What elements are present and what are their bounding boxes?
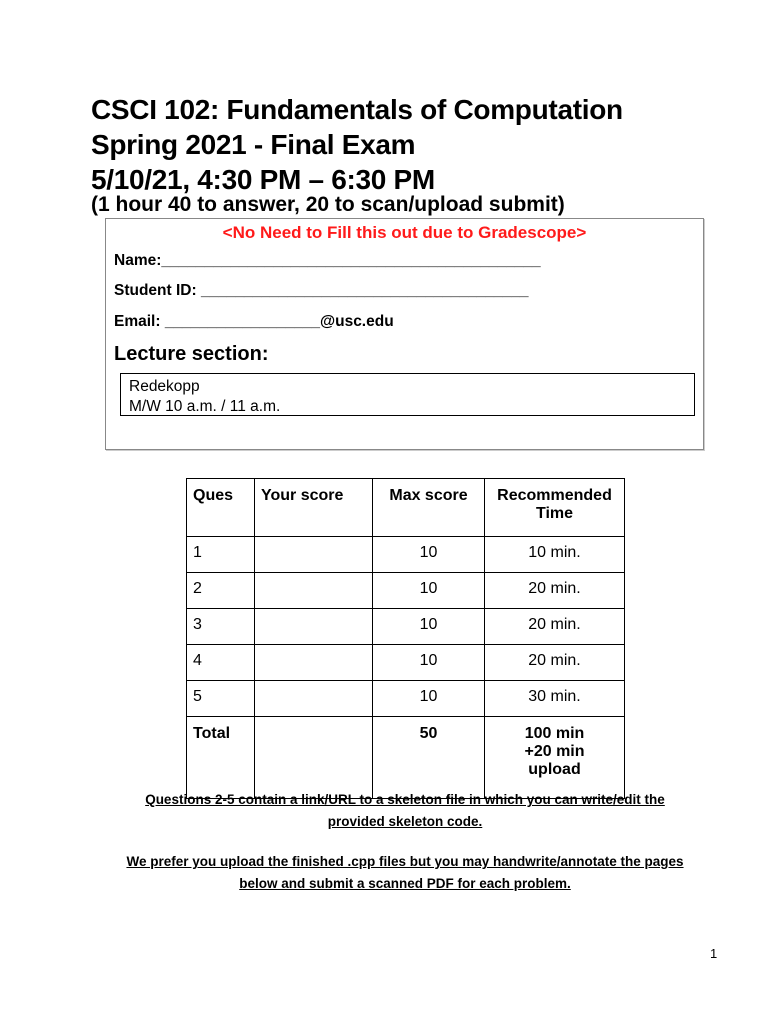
total-time-line: 100 min — [524, 725, 585, 742]
student-id-field: Student ID: ______________________________________ — [114, 282, 529, 299]
table-row — [187, 609, 625, 645]
header-ques: Ques — [187, 479, 255, 537]
ques-cell: 5 — [187, 681, 255, 717]
score-table — [186, 478, 625, 799]
title-line-course: CSCI 102: Fundamentals of Computation — [91, 94, 623, 125]
header-max-score: Max score — [373, 479, 485, 537]
ques-cell: 1 — [187, 537, 255, 573]
time-cell: 10 min. — [485, 537, 625, 573]
lecture-section-label: Lecture section: — [114, 343, 269, 365]
ques-cell: 2 — [187, 573, 255, 609]
page-number: 1 — [710, 946, 718, 961]
score-cell — [255, 537, 373, 573]
table-row — [187, 537, 625, 573]
total-score-cell — [255, 717, 373, 799]
ques-cell: 4 — [187, 645, 255, 681]
gradescope-notice: <No Need to Fill this out due to Gradescope> — [222, 223, 587, 242]
time-cell: 30 min. — [485, 681, 625, 717]
max-cell: 10 — [373, 645, 485, 681]
time-cell: 20 min. — [485, 573, 625, 609]
time-cell: 20 min. — [485, 645, 625, 681]
table-total-row — [187, 717, 625, 799]
ques-cell: 3 — [187, 609, 255, 645]
lecture-time: M/W 10 a.m. / 11 a.m. — [129, 398, 281, 415]
note-line: provided skeleton code. — [327, 814, 483, 829]
max-cell: 10 — [373, 537, 485, 573]
exam-subtitle: (1 hour 40 to answer, 20 to scan/upload submit) — [91, 193, 565, 216]
table-header-row — [187, 479, 625, 537]
total-label: Total — [187, 717, 255, 799]
header-recommended-time: Recommended Time — [485, 479, 625, 537]
title-line-datetime: 5/10/21, 4:30 PM – 6:30 PM — [91, 164, 435, 195]
title-line-term: Spring 2021 - Final Exam — [91, 129, 416, 160]
lecture-section-box — [120, 373, 695, 416]
total-time-cell — [485, 717, 625, 799]
skeleton-file-note — [80, 789, 730, 833]
header-your-score: Your score — [255, 479, 373, 537]
score-cell — [255, 645, 373, 681]
table-row — [187, 681, 625, 717]
max-cell: 10 — [373, 609, 485, 645]
score-cell — [255, 609, 373, 645]
note-line: We prefer you upload the finished .cpp files but you may handwrite/annotate the pages — [126, 854, 684, 869]
max-cell: 10 — [373, 573, 485, 609]
note-line: Questions 2-5 contain a link/URL to a skeleton file in which you can write/edit the — [145, 792, 665, 807]
student-info-box — [105, 218, 704, 450]
table-row — [187, 645, 625, 681]
upload-instructions-note — [80, 851, 730, 895]
email-field: Email: __________________@usc.edu — [114, 313, 394, 330]
total-max-cell: 50 — [373, 717, 485, 799]
total-time-line: upload — [528, 761, 581, 778]
score-cell — [255, 681, 373, 717]
time-cell: 20 min. — [485, 609, 625, 645]
max-cell: 10 — [373, 681, 485, 717]
table-row — [187, 573, 625, 609]
lecture-instructor: Redekopp — [129, 378, 200, 395]
note-line: below and submit a scanned PDF for each problem. — [239, 876, 571, 891]
total-time-line: +20 min — [524, 743, 585, 760]
exam-title — [91, 92, 623, 197]
score-cell — [255, 573, 373, 609]
name-field: Name:____________________________________________ — [114, 252, 541, 269]
